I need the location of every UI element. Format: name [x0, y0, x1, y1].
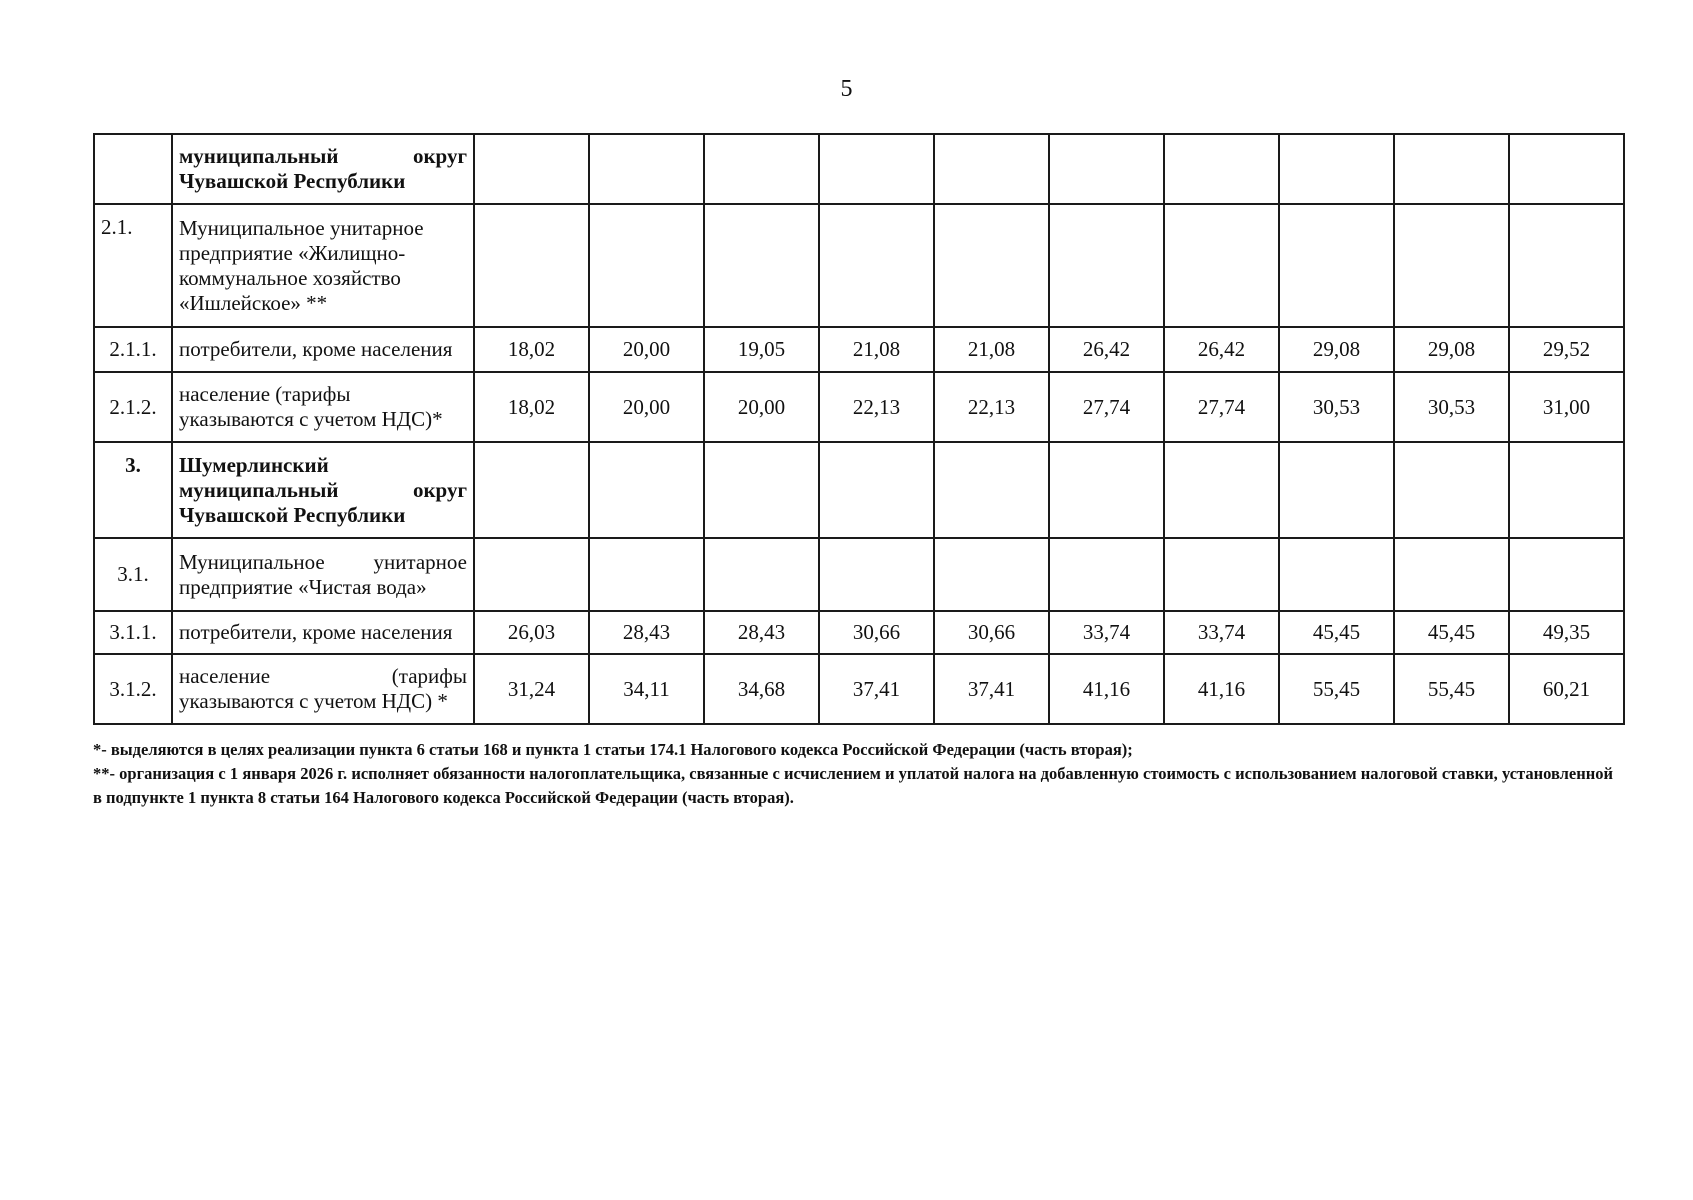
tariff-value-cell: 22,13	[934, 372, 1049, 442]
tariff-value-cell: 45,45	[1279, 611, 1394, 654]
table-row	[94, 372, 1624, 442]
tariff-value-cell: 26,42	[1049, 327, 1164, 372]
row-name	[172, 611, 474, 654]
table-row	[94, 442, 1624, 538]
tariff-table	[93, 133, 1625, 725]
table-row	[94, 654, 1624, 724]
row-number: 3.	[94, 442, 172, 538]
tariff-value-cell	[1279, 134, 1394, 204]
tariff-value-cell: 31,24	[474, 654, 589, 724]
tariff-value-cell: 30,53	[1394, 372, 1509, 442]
tariff-value-cell	[474, 538, 589, 611]
tariff-value-cell	[1394, 538, 1509, 611]
tariff-value-cell: 60,21	[1509, 654, 1624, 724]
tariff-value-cell: 33,74	[1164, 611, 1279, 654]
table-row	[94, 538, 1624, 611]
tariff-value-cell: 18,02	[474, 327, 589, 372]
tariff-value-cell: 31,00	[1509, 372, 1624, 442]
row-name-line: Чувашской Республики	[179, 169, 406, 193]
tariff-value-cell	[1279, 442, 1394, 538]
tariff-value-cell: 19,05	[704, 327, 819, 372]
tariff-value-cell	[934, 204, 1049, 327]
tariff-value-cell	[1279, 538, 1394, 611]
row-name	[172, 134, 474, 204]
tariff-value-cell	[934, 538, 1049, 611]
row-number: 3.1.2.	[94, 654, 172, 724]
row-name	[172, 204, 474, 327]
tariff-value-cell: 34,68	[704, 654, 819, 724]
row-name-line: указываются с учетом НДС) *	[179, 689, 448, 713]
footnote-tax-rate: **- организация с 1 января 2026 г. исполняет обязанности налогоплательщика, связанные с исчислением и уплатой налога на добавленную стоимость с использованием налоговой ставки, установленной в подпункте 1 пункта 8 статьи 164 Налогового кодекса Российской Федерации (часть вторая).	[93, 764, 1613, 807]
tariff-value-cell	[1049, 538, 1164, 611]
tariff-value-cell: 18,02	[474, 372, 589, 442]
tariff-value-cell: 45,45	[1394, 611, 1509, 654]
tariff-value-cell	[1164, 134, 1279, 204]
tariff-value-cell	[1394, 204, 1509, 327]
row-name	[172, 327, 474, 372]
tariff-value-cell	[589, 204, 704, 327]
row-name-line: «Ишлейское» **	[179, 290, 328, 315]
tariff-value-cell	[1509, 204, 1624, 327]
row-name-line: указываются с учетом НДС)*	[179, 407, 443, 431]
footnote-vat: *- выделяются в целях реализации пункта 6 статьи 168 и пункта 1 статьи 174.1 Налогового кодекса Российской Федерации (часть вторая);	[93, 740, 1133, 759]
tariff-value-cell	[589, 442, 704, 538]
table-row	[94, 327, 1624, 372]
table-row	[94, 611, 1624, 654]
row-name-line: муниципальный округ	[179, 477, 467, 502]
tariff-value-cell: 21,08	[934, 327, 1049, 372]
tariff-value-cell	[1509, 442, 1624, 538]
tariff-value-cell: 29,08	[1279, 327, 1394, 372]
tariff-value-cell	[1279, 204, 1394, 327]
row-name-line: потребители, кроме населения	[179, 620, 453, 644]
tariff-value-cell: 21,08	[819, 327, 934, 372]
tariff-value-cell	[704, 442, 819, 538]
row-number: 2.1.1.	[94, 327, 172, 372]
row-name-line: муниципальный округ	[179, 144, 467, 168]
row-number	[94, 134, 172, 204]
tariff-value-cell	[1049, 442, 1164, 538]
tariff-value-cell	[1164, 204, 1279, 327]
tariff-value-cell	[1049, 134, 1164, 204]
row-number: 3.1.1.	[94, 611, 172, 654]
tariff-value-cell: 20,00	[589, 372, 704, 442]
tariff-value-cell	[819, 538, 934, 611]
tariff-value-cell	[474, 134, 589, 204]
tariff-value-cell	[589, 134, 704, 204]
tariff-value-cell: 26,03	[474, 611, 589, 654]
row-number: 3.1.	[94, 538, 172, 611]
row-name-line: население (тарифы	[179, 382, 351, 406]
tariff-value-cell: 41,16	[1049, 654, 1164, 724]
tariff-value-cell	[704, 134, 819, 204]
tariff-value-cell: 55,45	[1394, 654, 1509, 724]
row-name-line: население (тарифы	[179, 664, 467, 688]
page-number: 5	[840, 76, 853, 102]
row-name	[172, 538, 474, 611]
row-name	[172, 372, 474, 442]
tariff-value-cell	[1164, 538, 1279, 611]
tariff-value-cell: 26,42	[1164, 327, 1279, 372]
tariff-value-cell	[589, 538, 704, 611]
tariff-value-cell	[1394, 134, 1509, 204]
row-name-line: Муниципальное унитарное	[179, 215, 424, 240]
tariff-value-cell: 28,43	[589, 611, 704, 654]
tariff-value-cell: 33,74	[1049, 611, 1164, 654]
tariff-value-cell	[474, 204, 589, 327]
tariff-value-cell	[934, 134, 1049, 204]
tariff-value-cell: 41,16	[1164, 654, 1279, 724]
tariff-value-cell	[1394, 442, 1509, 538]
tariff-value-cell	[819, 134, 934, 204]
tariff-value-cell	[819, 204, 934, 327]
tariff-value-cell: 27,74	[1164, 372, 1279, 442]
tariff-value-cell	[474, 442, 589, 538]
tariff-value-cell	[1049, 204, 1164, 327]
row-name	[172, 654, 474, 724]
tariff-value-cell	[819, 442, 934, 538]
footnotes	[93, 738, 1613, 810]
tariff-value-cell: 30,66	[934, 611, 1049, 654]
tariff-value-cell	[1509, 538, 1624, 611]
row-name-line: Шумерлинский	[179, 452, 329, 477]
tariff-value-cell: 37,41	[934, 654, 1049, 724]
tariff-value-cell: 37,41	[819, 654, 934, 724]
row-name	[172, 442, 474, 538]
tariff-value-cell	[704, 204, 819, 327]
tariff-value-cell	[934, 442, 1049, 538]
tariff-value-cell	[704, 538, 819, 611]
tariff-value-cell: 20,00	[704, 372, 819, 442]
table-row	[94, 204, 1624, 327]
table-row	[94, 134, 1624, 204]
row-name-line: Чувашской Республики	[179, 502, 406, 527]
row-name-line: Муниципальное унитарное	[179, 549, 467, 574]
tariff-value-cell: 27,74	[1049, 372, 1164, 442]
tariff-value-cell: 30,53	[1279, 372, 1394, 442]
tariff-value-cell: 49,35	[1509, 611, 1624, 654]
row-name-line: потребители, кроме населения	[179, 337, 453, 361]
row-number: 2.1.	[94, 204, 172, 327]
row-name-line: коммунальное хозяйство	[179, 265, 401, 290]
row-name-line: предприятие «Жилищно-	[179, 240, 406, 265]
tariff-value-cell: 20,00	[589, 327, 704, 372]
row-name-line: предприятие «Чистая вода»	[179, 574, 427, 599]
tariff-value-cell: 30,66	[819, 611, 934, 654]
tariff-value-cell: 55,45	[1279, 654, 1394, 724]
tariff-value-cell: 28,43	[704, 611, 819, 654]
tariff-value-cell: 22,13	[819, 372, 934, 442]
tariff-value-cell	[1509, 134, 1624, 204]
tariff-value-cell: 29,52	[1509, 327, 1624, 372]
tariff-value-cell: 34,11	[589, 654, 704, 724]
row-number: 2.1.2.	[94, 372, 172, 442]
tariff-value-cell: 29,08	[1394, 327, 1509, 372]
tariff-value-cell	[1164, 442, 1279, 538]
